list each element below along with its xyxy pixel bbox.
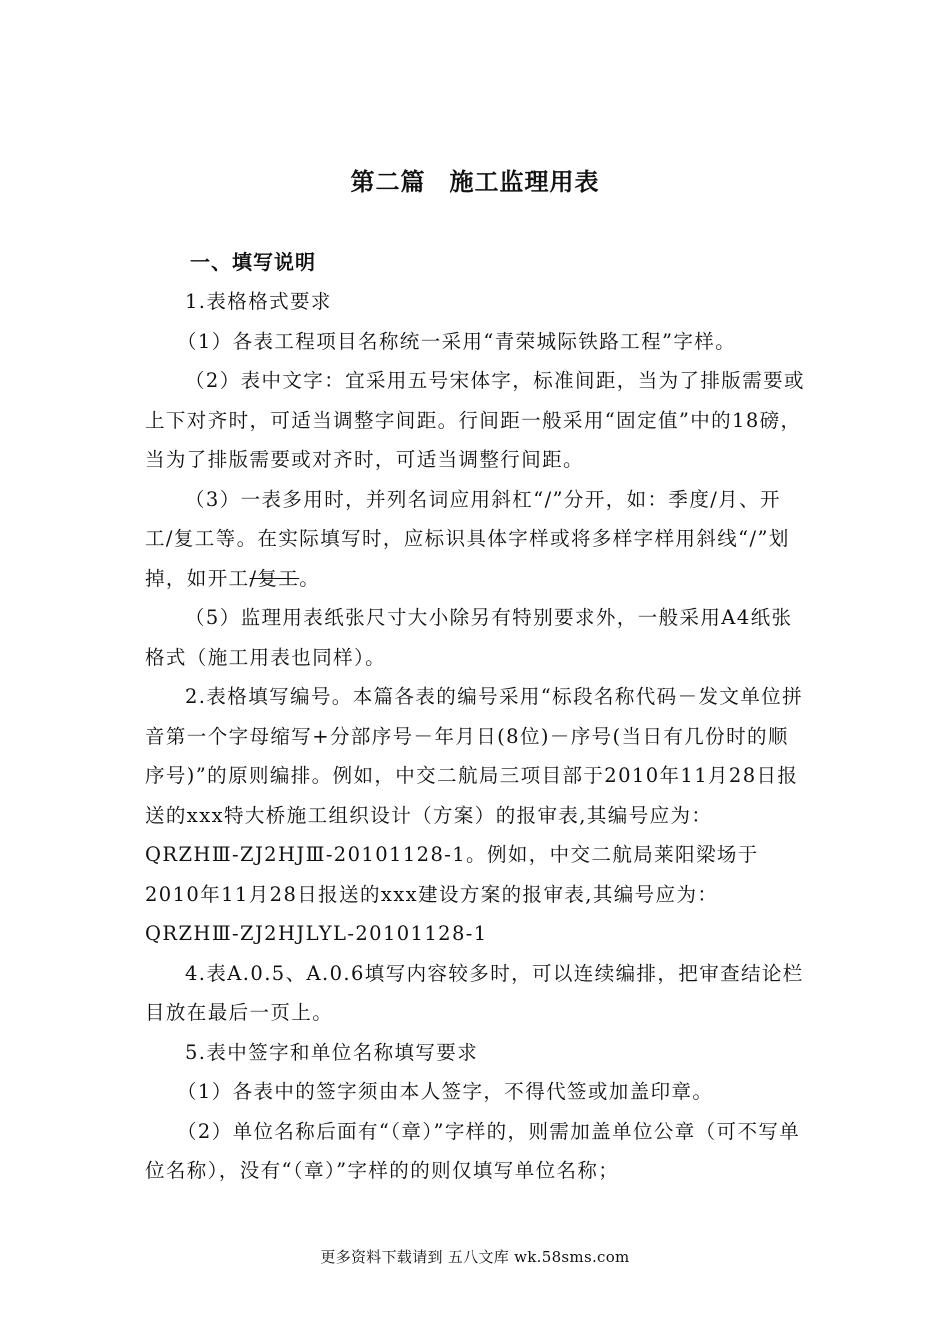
paragraph-continuation: 4.表A.0.5、A.0.6填写内容较多时，可以连续编排，把审查结论栏目放在最后一页上。 (145, 961, 804, 1024)
section-heading: 一、填写说明 (190, 250, 316, 274)
paragraph-signature-rule: （1）各表中的签字须由本人签字，不得代签或加盖印章。 (177, 1080, 714, 1103)
paragraph-numbering: 2.表格填写编号。本篇各表的编号采用“标段名称代码－发文单位拼音第一个字母缩写+分部序号－年月日(8位)－序号(当日有几份时的顺序号)”的原则编排。例如，中交二航局三项目部于2010年11月28日报送的xxx特大桥施工组织设计（方案）的报审表,其编号应为：QRZHⅢ-ZJ2HJⅢ-20101128-1。例如，中交二航局莱阳梁场于2010年11月28日报送的xxx建设方案的报审表,其编号应为：QRZHⅢ-ZJ2HJLYL-20101128-1 (145, 685, 803, 945)
paragraph-multi-use (145, 480, 805, 599)
paragraph-unit-name-rule: （2）单位名称后面有“（章）”字样的，则需加盖单位公章（可不写单位名称），没有“（章）”字样的的则仅填写单位名称； (145, 1119, 801, 1182)
paragraph-paper-size: （5）监理用表纸张尺寸大小除另有特别要求外，一般采用A4纸张格式（施工用表也同样）。 (145, 606, 793, 669)
document-body (145, 282, 805, 1191)
subsection-signature: 5.表中签字和单位名称填写要求 (185, 1040, 479, 1064)
title-part-two: 施工监理用表 (449, 167, 600, 196)
title-part-one: 第二篇 (350, 167, 426, 196)
paragraph-project-name: （1）各表工程项目名称统一采用“青荣城际铁路工程”字样。 (177, 329, 737, 353)
multi-use-text: （3）一表多用时，并列名词应用斜杠“/”分开，如：季度/月、开工/复工等。在实际填写时，应标识具体字样或将多样字样用斜线“/”划掉，如开工 (145, 487, 790, 590)
subsection-table-format: 1.表格格式要求 (185, 290, 332, 313)
paragraph-text-style: （2）表中文字：宜采用五号宋体字，标准间距，当为了排版需要或上下对齐时，可适当调整字间距。行间距一般采用“固定值”中的18磅，当为了排版需要或对齐时，可适当调整行间距。 (145, 369, 805, 471)
multi-use-end: 。 (299, 566, 321, 590)
page-footer: 更多资料下载请到 五八文库 wk.58sms.com (320, 1248, 630, 1266)
page-title (0, 162, 950, 197)
struck-text: /复工 (249, 566, 300, 590)
